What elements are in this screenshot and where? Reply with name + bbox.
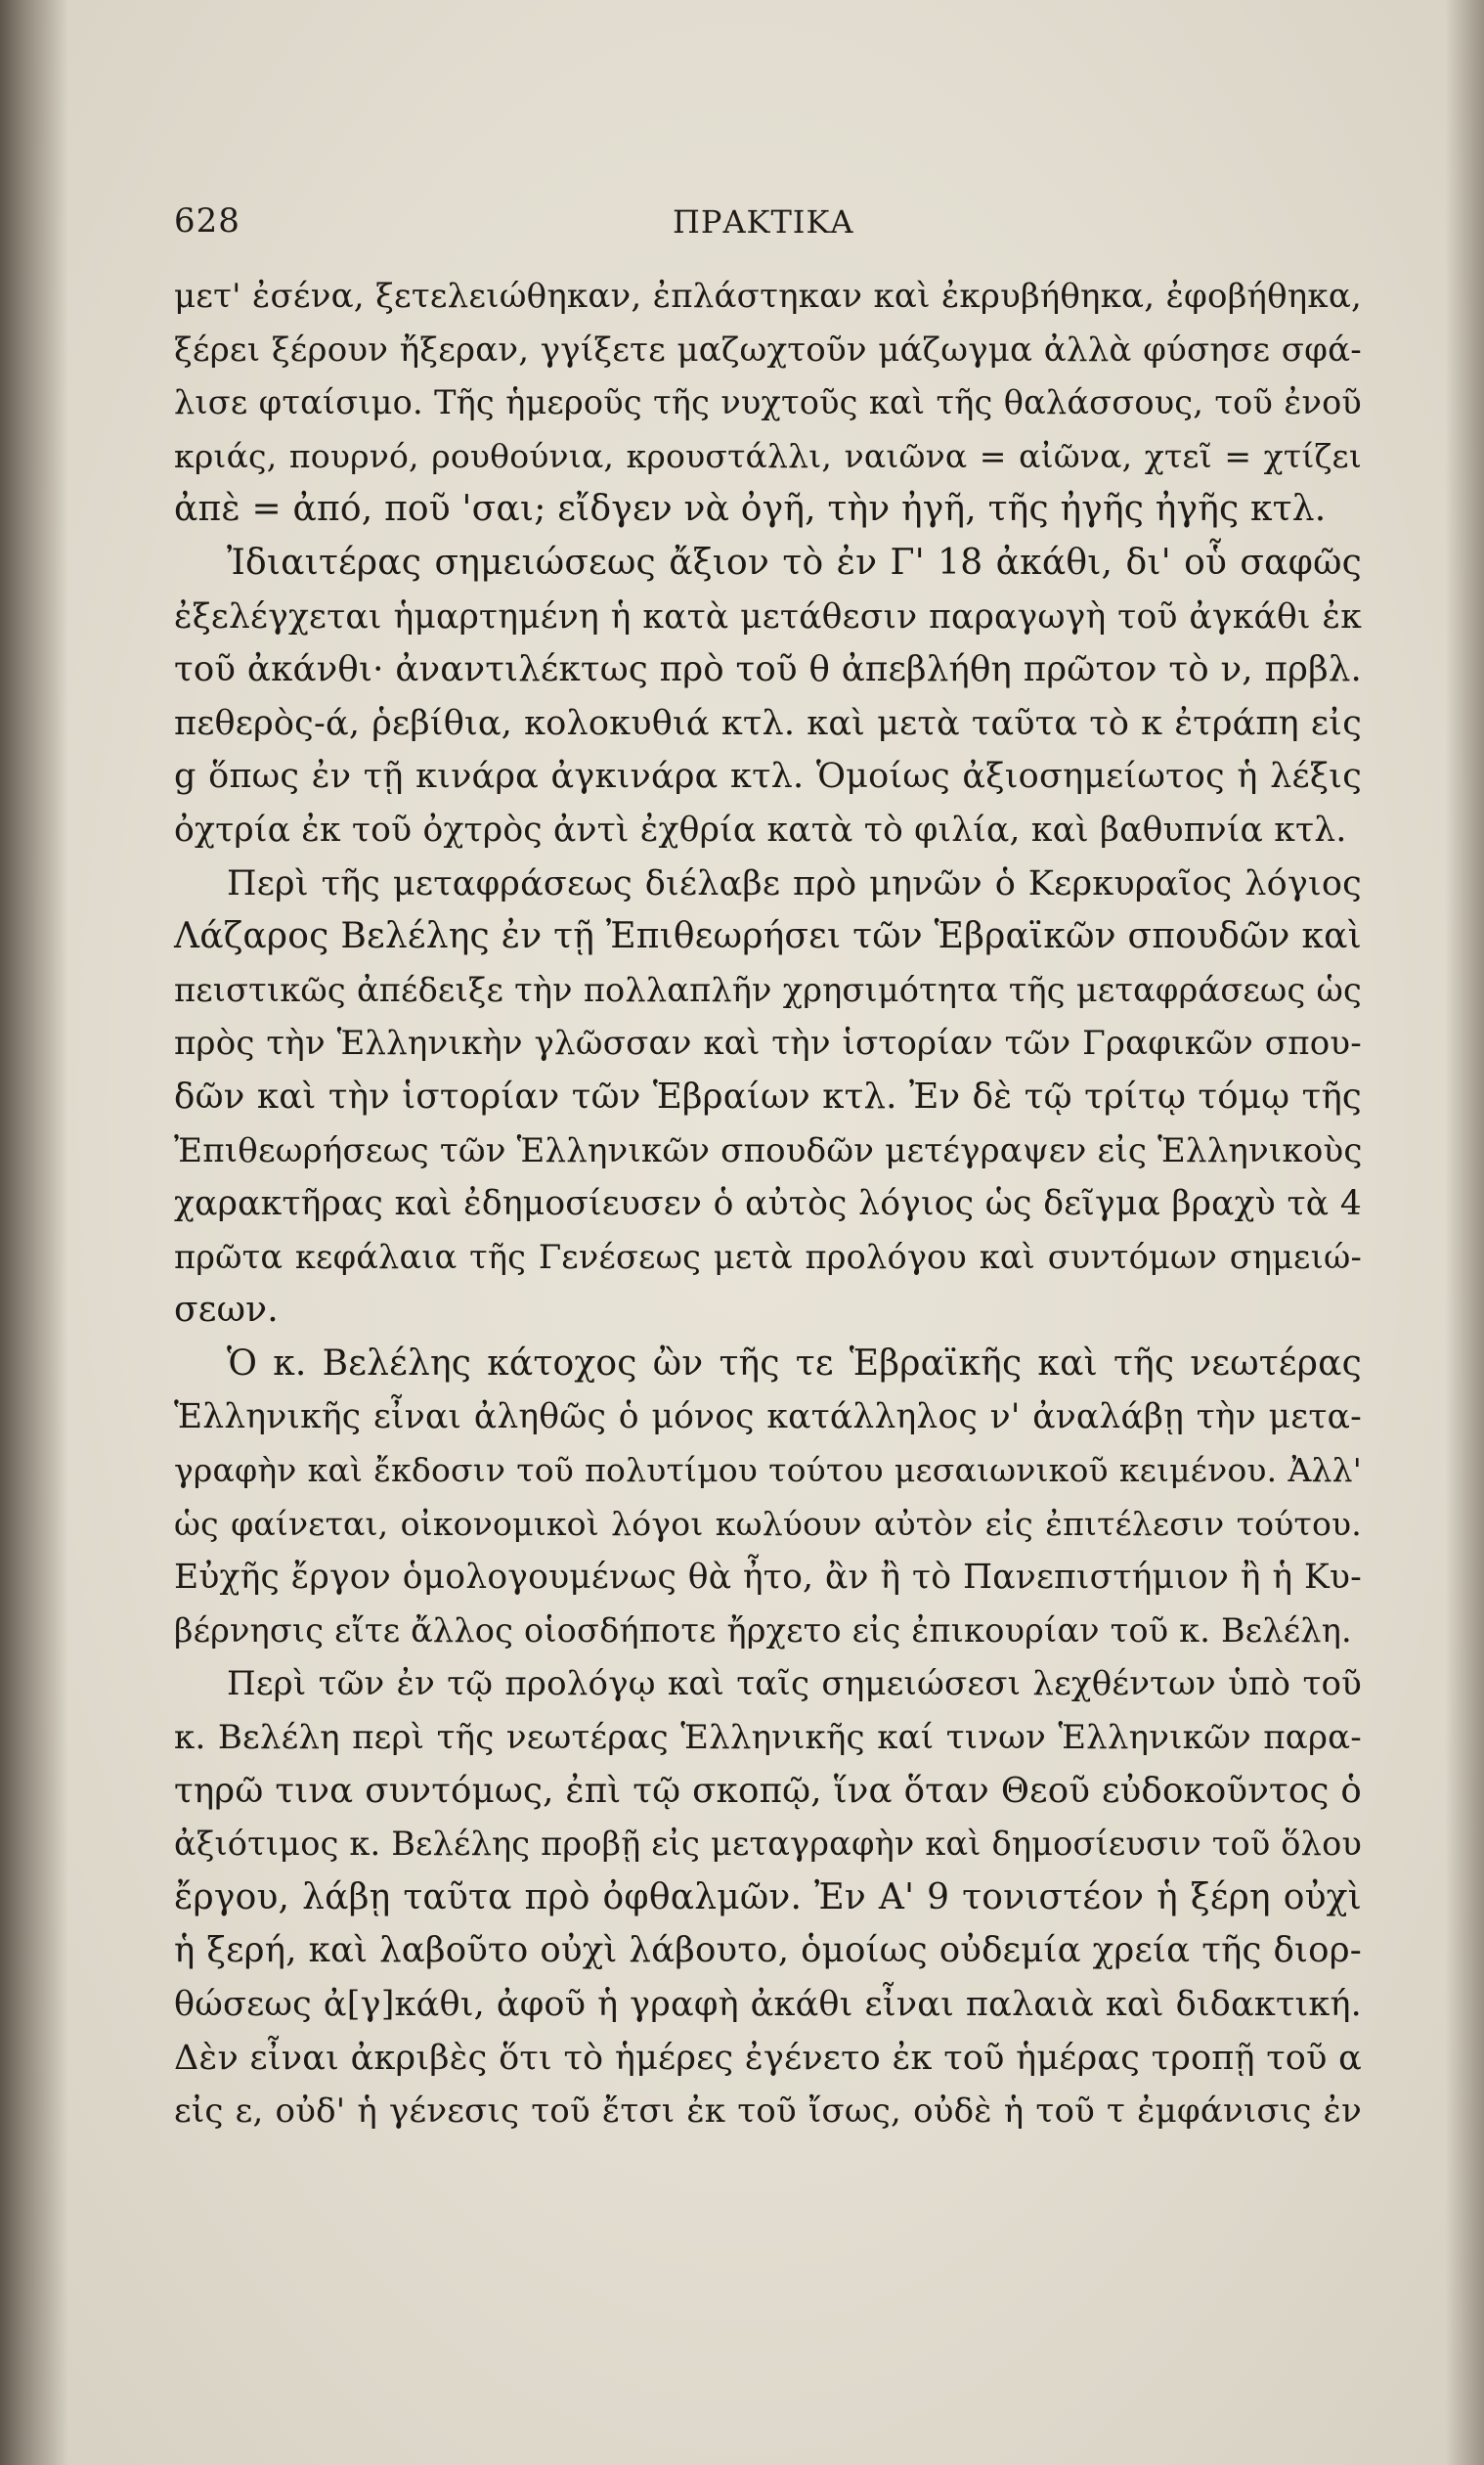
- text-line: Ἰδιαιτέρας σημειώσεως ἄξιον τὸ ἐν Γ' 18 ἀκάθι, δι' οὗ σαφῶς: [227, 542, 1362, 583]
- text-line: Λάζαρος Βελέλης ἐν τῇ Ἐπιθεωρήσει τῶν Ἑβραϊκῶν σπουδῶν καὶ: [174, 916, 1362, 957]
- text-line: χαρακτῆρας καὶ ἐδημοσίευσεν ὁ αὐτὸς λόγιος ὡς δεῖγμα βραχὺ τὰ 4: [174, 1184, 1362, 1224]
- text-line: ὡς φαίνεται, οἰκονομικοὶ λόγοι κωλύουν αὐτὸν εἰς ἐπιτέλεσιν τούτου.: [174, 1504, 1362, 1543]
- text-line: ὀχτρία ἐκ τοῦ ὀχτρὸς ἀντὶ ἐχθρία κατὰ τὸ φιλία, καὶ βαθυπνία κτλ.: [174, 810, 1347, 850]
- text-line: Περὶ τῶν ἐν τῷ προλόγῳ καὶ ταῖς σημειώσεσι λεχθέντων ὑπὸ τοῦ: [227, 1664, 1362, 1704]
- text-line: Περὶ τῆς μεταφράσεως διέλαβε πρὸ μηνῶν ὁ Κερκυραῖος λόγιος: [227, 863, 1362, 903]
- text-line: τοῦ ἀκάνθι· ἀναντιλέκτως πρὸ τοῦ θ ἀπεβλήθη πρῶτον τὸ ν, πρβλ.: [174, 649, 1362, 690]
- text-line: λισε φταίσιμο. Τῆς ἡμεροῦς τῆς νυχτοῦς καὶ τῆς θαλάσσους, τοῦ ἐνοῦ: [174, 383, 1362, 422]
- text-line: ἡ ξερή, καὶ λαβοῦτο οὐχὶ λάβουτο, ὁμοίως οὐδεμία χρεία τῆς διορ-: [174, 1930, 1362, 1971]
- text-line: κ. Βελέλη περὶ τῆς νεωτέρας Ἑλληνικῆς καί τινων Ἑλληνικῶν παρα-: [174, 1718, 1362, 1758]
- text-line: πρὸς τὴν Ἑλληνικὴν γλῶσσαν καὶ τὴν ἱστορίαν τῶν Γραφικῶν σπου-: [174, 1024, 1362, 1064]
- text-line: σεων.: [174, 1290, 279, 1331]
- text-line: γραφὴν καὶ ἔκδοσιν τοῦ πολυτίμου τούτου μεσαιωνικοῦ κειμένου. Ἀλλ': [174, 1451, 1362, 1490]
- text-line: κριάς, πουρνό, ρουθούνια, κρουστάλλι, ναιῶνα = αἰῶνα, χτεῖ = χτίζει: [174, 436, 1362, 475]
- text-line: Ὁ κ. Βελέλης κάτοχος ὢν τῆς τε Ἑβραϊκῆς καὶ τῆς νεωτέρας: [227, 1343, 1362, 1384]
- text-line: θώσεως ἀ[γ]κάθι, ἀφοῦ ἡ γραφὴ ἀκάθι εἶναι παλαιὰ καὶ διδακτική.: [174, 1985, 1362, 2024]
- text-line: τηρῶ τινα συντόμως, ἐπὶ τῷ σκοπῷ, ἵνα ὅταν Θεοῦ εὐδοκοῦντος ὁ: [174, 1770, 1362, 1811]
- page-header: [174, 201, 1367, 260]
- text-line: ἀξιότιμος κ. Βελέλης προβῇ εἰς μεταγραφὴν καὶ δημοσίευσιν τοῦ ὅλου: [174, 1825, 1363, 1864]
- page-edge-shadow: [1445, 0, 1484, 2465]
- text-line: δῶν καὶ τὴν ἱστορίαν τῶν Ἑβραίων κτλ. Ἐν δὲ τῷ τρίτῳ τόμῳ τῆς: [174, 1076, 1362, 1117]
- body-text: [174, 270, 1362, 2138]
- text-line: ἔργου, λάβῃ ταῦτα πρὸ ὀφθαλμῶν. Ἐν Α' 9 τονιστέον ἡ ξέρη οὐχὶ: [174, 1876, 1362, 1917]
- text-line: πρῶτα κεφάλαια τῆς Γενέσεως μετὰ προλόγου καὶ συντόμων σημειώ-: [174, 1237, 1362, 1276]
- text-line: Ἑλληνικῆς εἶναι ἀληθῶς ὁ μόνος κατάλληλος ν' ἀναλάβῃ τὴν μετα-: [174, 1397, 1362, 1437]
- text-line: ἐξελέγχεται ἡμαρτημένη ἡ κατὰ μετάθεσιν παραγωγὴ τοῦ ἀγκάθι ἐκ: [174, 596, 1362, 637]
- text-line: βέρνησις εἴτε ἄλλος οἱοσδήποτε ἤρχετο εἰς ἐπικουρίαν τοῦ κ. Βελέλη.: [174, 1610, 1352, 1650]
- text-line: Εὐχῆς ἔργον ὁμολογουμένως θὰ ἦτο, ἂν ἢ τὸ Πανεπιστήμιον ἢ ἡ Κυ-: [174, 1558, 1362, 1598]
- text-line: πεθερὸς-ά, ῥεβίθια, κολοκυθιά κτλ. καὶ μετὰ ταῦτα τὸ κ ἐτράπη εἰς: [174, 703, 1362, 743]
- text-line: εἰς ε, οὐδ' ἡ γένεσις τοῦ ἔτσι ἐκ τοῦ ἴσως, οὐδὲ ἡ τοῦ τ ἐμφάνισις ἐν: [174, 2091, 1362, 2132]
- text-line: Ἐπιθεωρήσεως τῶν Ἑλληνικῶν σπουδῶν μετέγραψεν εἰς Ἑλληνικοὺς: [174, 1130, 1363, 1170]
- page-number: 628: [174, 201, 240, 241]
- text-line: g ὅπως ἐν τῇ κινάρα ἀγκινάρα κτλ. Ὁμοίως ἀξιοσημείωτος ἡ λέξις: [174, 757, 1362, 797]
- text-line: ξέρει ξέρουν ἤξεραν, γγίξετε μαζωχτοῦν μάζωγμα ἀλλὰ φύσησε σφά-: [174, 330, 1362, 370]
- text-line: πειστικῶς ἀπέδειξε τὴν πολλαπλῆν χρησιμότητα τῆς μεταφράσεως ὡς: [174, 970, 1362, 1009]
- page-gutter-shadow: [0, 0, 68, 2465]
- text-line: μετ' ἐσένα, ξετελειώθηκαν, ἐπλάστηκαν καὶ ἐκρυβήθηκα, ἐφοβήθηκα,: [174, 277, 1362, 316]
- running-title: ΠΡΑΚΤΙΚΑ: [673, 203, 854, 241]
- text-line: ἀπὲ = ἀπό, ποῦ 'σαι; εἴδγεν νὰ ὀγῆ, τὴν ἠγῆ, τῆς ἠγῆς ἠγῆς κτλ.: [174, 489, 1327, 530]
- text-line: Δὲν εἶναι ἀκριβὲς ὅτι τὸ ἡμέρες ἐγένετο ἐκ τοῦ ἡμέρας τροπῇ τοῦ α: [174, 2038, 1362, 2078]
